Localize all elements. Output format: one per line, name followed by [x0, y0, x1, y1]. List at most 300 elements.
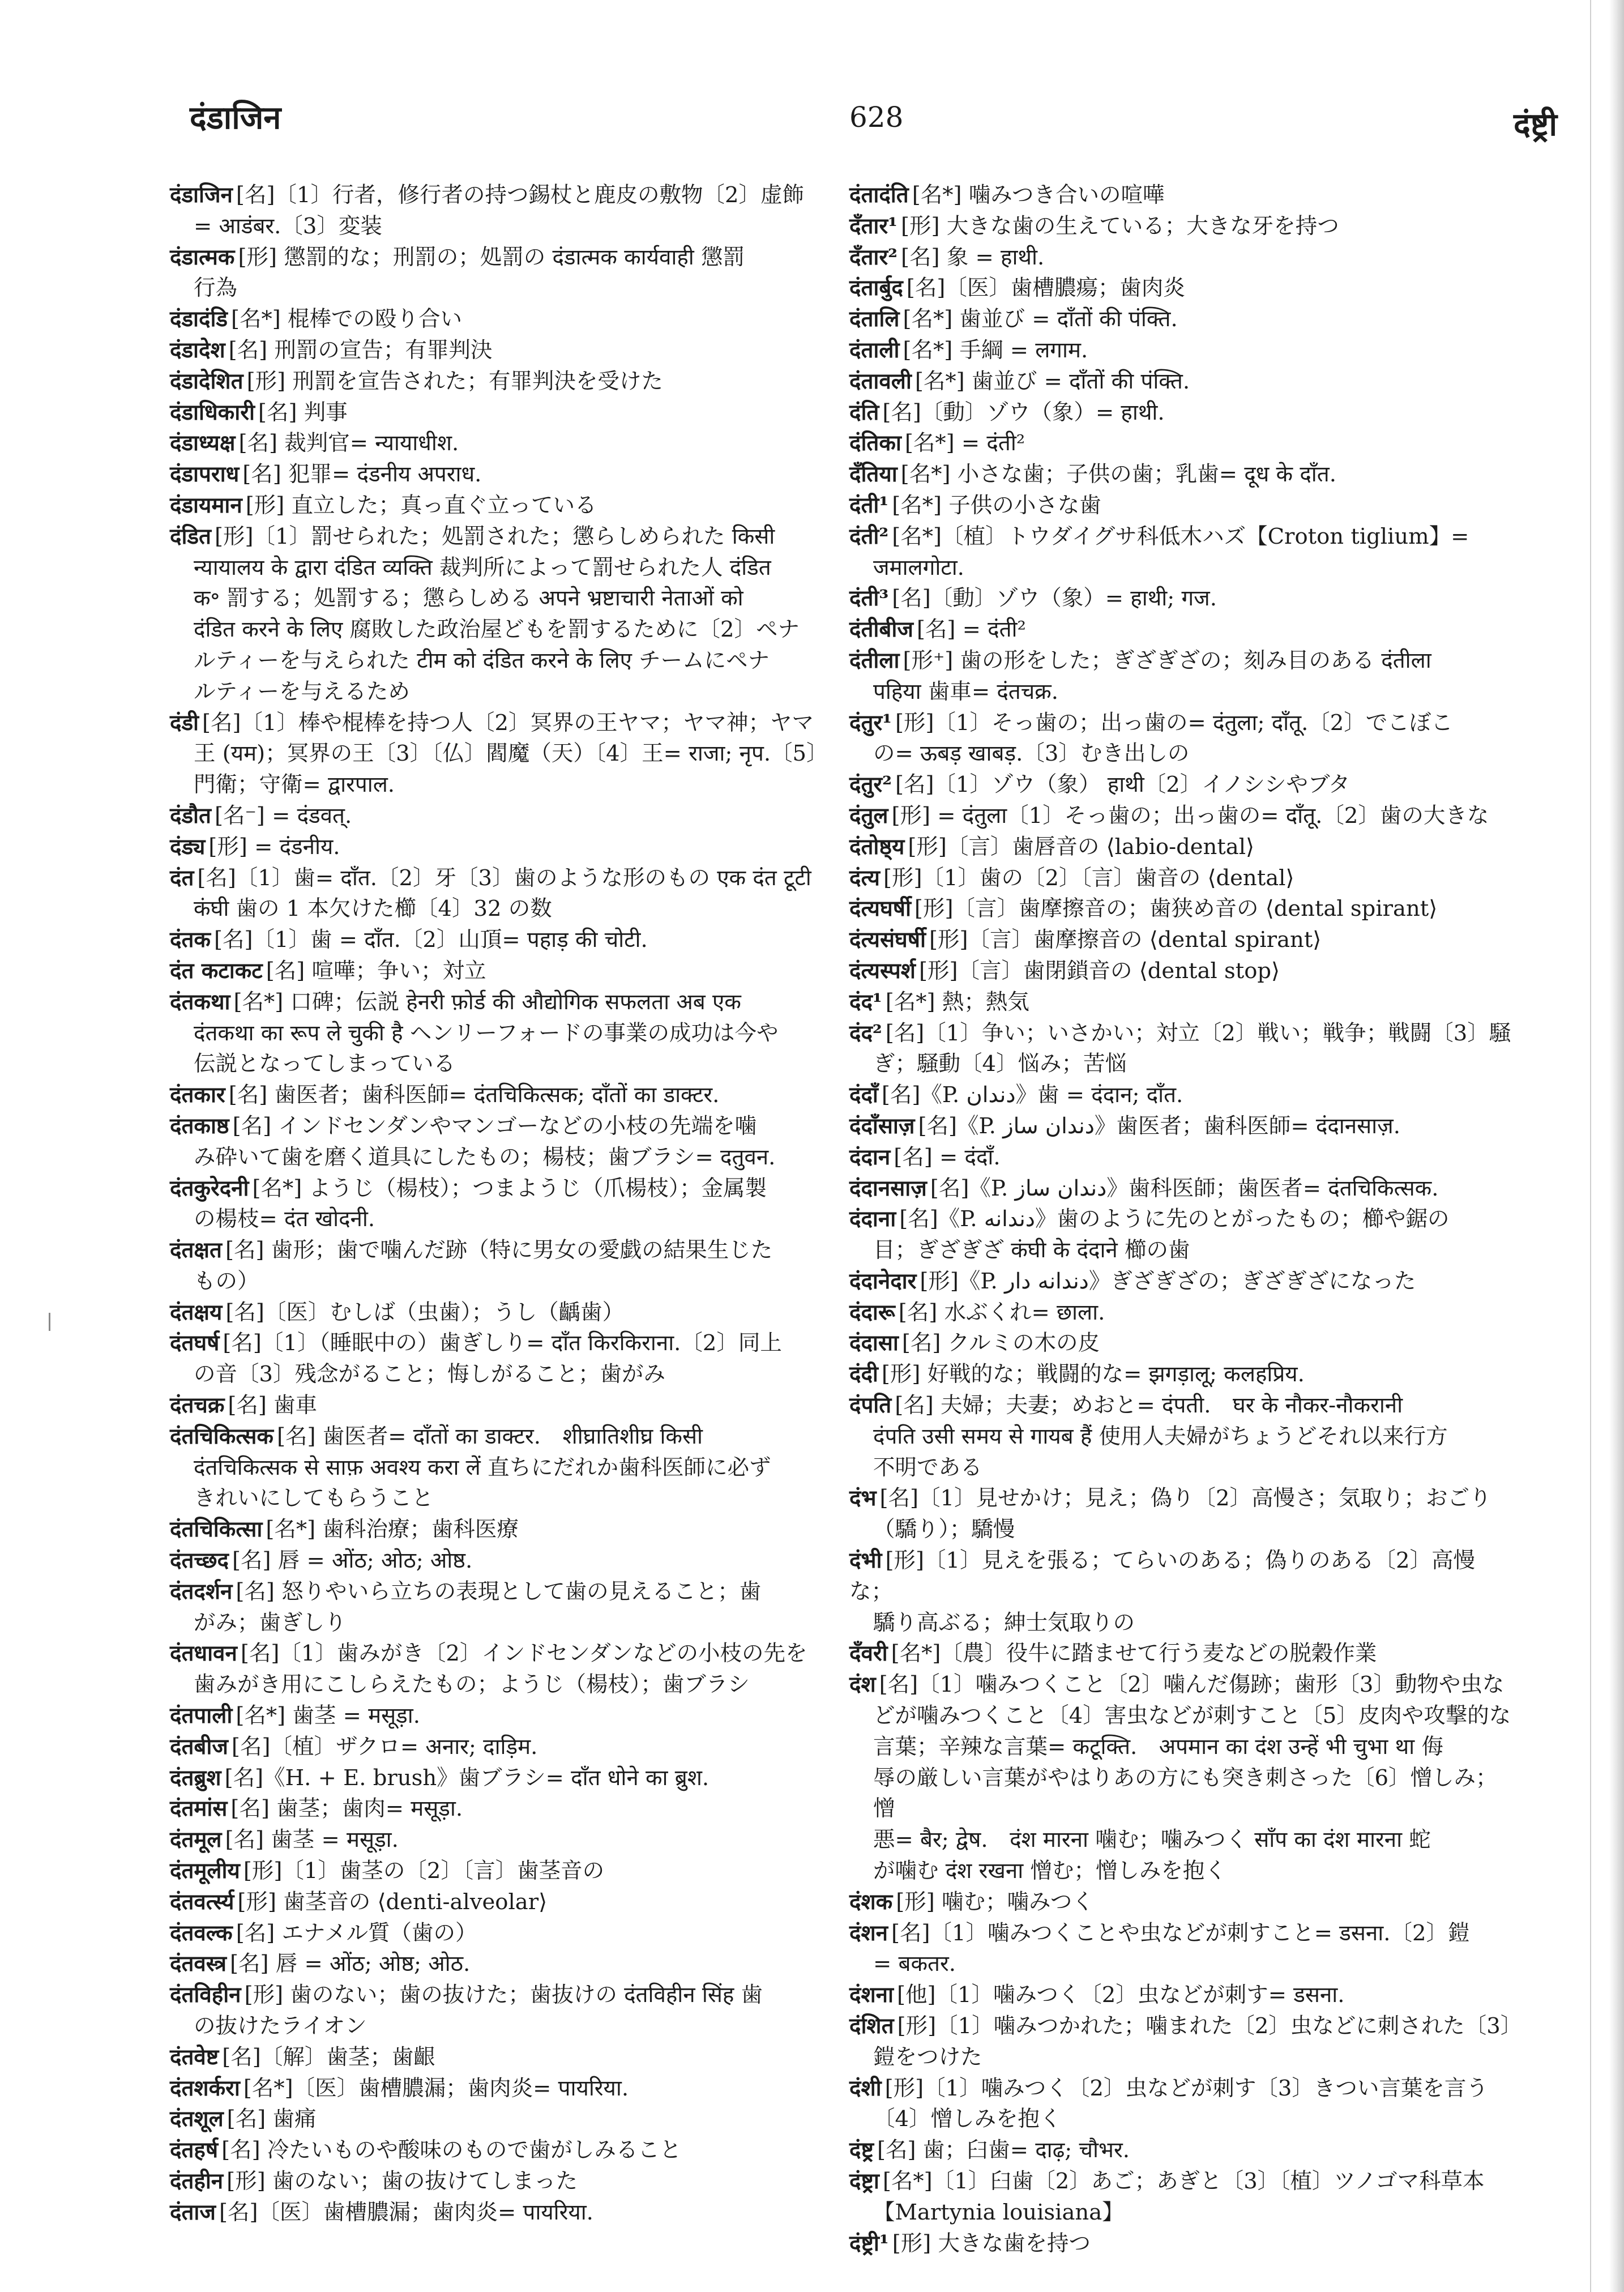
entry-definition: [形]《P. دندانه دار》ぎざぎざの；ぎざぎざになった [920, 1268, 1416, 1294]
dictionary-entry [170, 1111, 832, 1173]
entry-headword: दंडादंडि [170, 306, 228, 332]
dictionary-entry [849, 614, 1512, 646]
dictionary-entry [849, 1173, 1512, 1205]
entry-definition: [名*] = दंती² [904, 430, 1025, 456]
dictionary-entry [849, 1204, 1512, 1266]
dictionary-entry [170, 1577, 832, 1639]
dictionary-entry [849, 956, 1512, 987]
entry-continuation: 歯みがき用にこしらえたもの；ようじ（楊枝）；歯ブラシ [194, 1672, 750, 1698]
entry-headword: दंतमूल [170, 1827, 222, 1853]
entry-headword: दंतशूल [170, 2106, 224, 2132]
entry-continuation: दंतचिकित्सक से साफ़ अवश्य करा लें 直ちにだれか歯科医師に必ず [194, 1454, 771, 1480]
entry-headword: दंडाजिन [170, 182, 233, 208]
entry-headword: दंतुर¹ [849, 710, 892, 736]
entry-headword: दंतमांस [170, 1796, 228, 1822]
entry-definition: [形] 歯のない；歯の抜けた；歯抜けの दंतविहीन सिंह 歯 [244, 1982, 763, 2008]
entry-definition: [形] 懲罰的な；刑罰の；処罰の दंडात्मक कार्यवाही 懲罰 [238, 244, 745, 270]
dictionary-entry [849, 180, 1512, 211]
entry-headword: दंतच्छद [170, 1548, 229, 1574]
dictionary-entry [170, 2166, 832, 2197]
entry-definition: [名]〔1〕行者，修行者の持つ錫杖と鹿皮の敷物〔2〕虚飾 [236, 182, 804, 208]
entry-continuation: 驕り高ぶる；紳士気取りの [873, 1610, 1135, 1636]
entry-definition: [名] 夫婦；夫妻；めおと= दंपती. घर के नौकर-नौकरानी [895, 1393, 1403, 1419]
entry-headword: दंष्ट्री¹ [849, 2230, 889, 2256]
dictionary-entry [170, 335, 832, 366]
dictionary-entry [170, 1638, 832, 1701]
entry-headword: दंडादेश [170, 337, 225, 363]
entry-definition: [名]〔解〕歯茎；歯齦 [222, 2044, 435, 2070]
entry-definition: [形]〔言〕歯閉鎖音の ⟨dental stop⟩ [918, 958, 1280, 984]
entry-headword: दंतकार [170, 1082, 225, 1108]
entry-continuation: ルティーを与えるため [194, 678, 410, 705]
entry-definition: [名] 唇 = ओंठ; ओठ; ओष्ठ. [232, 1548, 473, 1574]
dictionary-entry [170, 1422, 832, 1514]
dictionary-entry [170, 1732, 832, 1763]
dictionary-entry [170, 459, 832, 490]
dictionary-entry [849, 863, 1512, 894]
dictionary-entry [849, 1328, 1512, 1359]
entry-headword: दंदानेदार [849, 1268, 917, 1294]
dictionary-entry [170, 1887, 832, 1918]
entry-definition: [名]〔医〕むしば（虫歯）；うし（齲歯） [225, 1299, 625, 1325]
entry-definition: [名] 歯茎；歯肉= मसूड़ा. [230, 1796, 463, 1822]
entry-headword: दंष्ट्र [849, 2137, 874, 2163]
dictionary-entry [849, 1142, 1512, 1173]
entry-definition: [形]〔1〕見えを張る；てらいのある；偽りのある〔2〕高慢な； [849, 1548, 1476, 1604]
dictionary-entry [849, 1483, 1512, 1546]
entry-continuation: が噛む दंश रखना 憎む；憎しみを抱く [873, 1858, 1226, 1884]
dictionary-entry [170, 1546, 832, 1577]
page-edge-shadow [1609, 0, 1624, 2292]
dictionary-entry [849, 366, 1512, 398]
entry-headword: दँतार² [849, 244, 898, 270]
entry-headword: दंतक्षत [170, 1237, 222, 1264]
entry-continuation: がみ；歯ぎしり [194, 1610, 347, 1636]
dictionary-entry [170, 180, 832, 242]
entry-continuation: 〔4〕憎しみを抱く [873, 2106, 1062, 2132]
dictionary-entry [849, 2011, 1523, 2073]
dictionary-entry [170, 2197, 832, 2229]
dictionary-entry [849, 770, 1512, 801]
dictionary-entry [849, 1887, 1512, 1918]
entry-definition: [形]〔言〕歯唇音の ⟨labio-dental⟩ [908, 834, 1255, 860]
entry-headword: दंतवल्क [170, 1920, 233, 1946]
entry-continuation: の楊枝= दंत खोदनी. [194, 1206, 375, 1232]
dictionary-entry [849, 1297, 1512, 1329]
entry-headword: दंडौत [170, 803, 211, 829]
entry-headword: दंतक्षय [170, 1299, 223, 1325]
entry-headword: दँतिया [849, 462, 898, 488]
entry-definition: [名] 歯医者；歯科医師= दंतचिकित्सक; दाँतों का डाक्टर. [228, 1082, 720, 1108]
dictionary-entry [849, 211, 1512, 242]
entry-headword: दंतधावन [170, 1641, 237, 1667]
entry-definition: [名*] 歯科治療；歯科医療 [266, 1517, 519, 1543]
entry-headword: दंत [170, 865, 194, 891]
dictionary-entry [170, 1390, 832, 1422]
entry-continuation: どが噛みつくこと〔4〕害虫などが刺すこと〔5〕皮肉や攻撃的な [873, 1703, 1511, 1729]
entry-continuation: きれいにしてもらうこと [194, 1486, 434, 1512]
entry-definition: [名]〔1〕歯みがき〔2〕インドセンダンなどの小枝の先を [240, 1641, 807, 1667]
entry-headword: दंतघर्ष [170, 1330, 220, 1356]
entry-headword: दंताली [849, 337, 900, 363]
entry-definition: [名] クルミの木の皮 [901, 1330, 1100, 1356]
entry-headword: दंतवेष्ट [170, 2044, 219, 2070]
dictionary-entry [849, 832, 1512, 863]
entry-definition: [名] 歯車 [228, 1393, 318, 1419]
entry-headword: दंताज [170, 2199, 216, 2225]
dictionary-entry [849, 987, 1512, 1018]
dictionary-entry [849, 242, 1512, 274]
entry-definition: [形]〔1〕噛みつかれた；噛まれた〔2〕虫などに刺された〔3〕 [897, 2013, 1523, 2039]
entry-definition: [形] 大きな歯を持つ [892, 2230, 1091, 2256]
entry-headword: दंशी [849, 2075, 882, 2101]
entry-continuation: 不明である [873, 1454, 982, 1480]
margin-mark [49, 1313, 50, 1331]
entry-definition: [形]〔言〕歯摩擦音の ⟨dental spirant⟩ [929, 927, 1322, 953]
entry-definition: [形]〔1〕罰せられた；処罰された；懲らしめられた किसी [214, 523, 775, 549]
entry-continuation: もの） [194, 1268, 259, 1294]
entry-headword: दंडादेशित [170, 368, 243, 394]
entry-definition: [形]〔言〕歯摩擦音の；歯狭め音の ⟨dental spirant⟩ [914, 896, 1438, 922]
entry-definition: [名]〔動〕ゾウ（象）= हाथी; गज. [892, 586, 1217, 612]
left-column [170, 180, 832, 2229]
entry-definition: [名] 冷たいものや酸味のもので歯がしみること [221, 2137, 682, 2163]
dictionary-entry [849, 925, 1512, 956]
entry-definition: [形]〔1〕歯茎の〔2〕〔言〕歯茎音の [243, 1858, 605, 1884]
entry-definition: [名*]〔1〕臼歯〔2〕あご；あぎと〔3〕〔植〕ツノゴマ科草本 [882, 2169, 1485, 2194]
entry-headword: दंतकुरेदनी [170, 1175, 249, 1201]
entry-headword: दंतचक्र [170, 1393, 225, 1419]
entry-headword: दंदाना [849, 1206, 896, 1232]
dictionary-entry [849, 1638, 1512, 1670]
entry-definition: [名⁻] = दंडवत्. [214, 803, 352, 829]
entry-headword: दंत्यसंघर्षी [849, 927, 926, 953]
entry-continuation: पहिया 歯車= दंतचक्र. [873, 678, 1058, 705]
dictionary-entry [849, 459, 1512, 490]
dictionary-entry [849, 2135, 1512, 2166]
entry-headword: दंत्यस्पर्श [849, 958, 916, 984]
entry-continuation: 鎧をつけた [873, 2044, 982, 2070]
page-edge-line [1590, 0, 1591, 2292]
entry-definition: [名] 水ぶくれ= छाला. [898, 1299, 1105, 1325]
dictionary-entry [170, 832, 832, 863]
entry-headword: दंतदर्शन [170, 1578, 233, 1604]
entry-headword: दंती³ [849, 586, 889, 612]
dictionary-entry [849, 708, 1512, 770]
entry-definition: [名] 歯形；歯で噛んだ跡（特に男女の愛戯の結果生じた [225, 1237, 773, 1264]
entry-headword: दंतुल [849, 803, 888, 829]
entry-definition: [名] 歯痛 [226, 2106, 317, 2132]
dictionary-entry [849, 646, 1512, 708]
entry-definition: [名] 刑罰の宣告；有罪判決 [228, 337, 493, 363]
dictionary-entry [170, 242, 832, 305]
entry-headword: दंतपाली [170, 1703, 233, 1729]
entry-definition: [名]〔1〕争い；いさかい；対立〔2〕戦い；戦争；戦闘〔3〕騒 [885, 1020, 1511, 1046]
dictionary-entry [170, 1763, 832, 1794]
entry-definition: [形] 刑罰を宣告された；有罪判決を受けた [246, 368, 663, 394]
left-guide-word: दंडाजिन [190, 99, 281, 136]
entry-headword: दंशना [849, 1982, 894, 2008]
right-guide-word: दंष्ट्री [1514, 106, 1557, 143]
dictionary-entry [849, 1080, 1512, 1111]
entry-headword: दंतमूलीय [170, 1858, 240, 1884]
dictionary-entry [849, 2229, 1512, 2260]
dictionary-entry [170, 1328, 832, 1390]
entry-definition: [名]《P. دندان ساز》歯科医師；歯医者= दंतचिकित्सक. [930, 1175, 1439, 1201]
entry-continuation: 【Martynia louisiana】 [873, 2199, 1124, 2225]
entry-headword: दंडायमान [170, 492, 242, 518]
dictionary-entry [170, 1949, 832, 1980]
entry-headword: दंदारू [849, 1299, 895, 1325]
entry-headword: दंतहीन [170, 2169, 224, 2194]
entry-continuation: दंडित करने के लिए 腐敗した政治屋どもを罰するために〔2〕ペナ [194, 617, 800, 643]
entry-continuation: の= ऊबड़ खाबड़.〔3〕むき出しの [873, 741, 1190, 767]
dictionary-entry [849, 398, 1512, 429]
entry-definition: [形]〔1〕歯の〔2〕〔言〕歯音の ⟨dental⟩ [883, 865, 1294, 891]
dictionary-entry [849, 1111, 1512, 1142]
entry-definition: [名]《H. + E. brush》歯ブラシ= दाँत धोने का ब्रुश. [224, 1765, 710, 1791]
entry-headword: दंतवर्त्स्य [170, 1889, 234, 1915]
entry-definition: [名*]〔植〕トウダイグサ科低木ハズ【Croton tiglium】= [892, 523, 1469, 549]
entry-definition: [形]〔1〕そっ歯の；出っ歯の= दंतुला; दाँतू.〔2〕でこぼこ [895, 710, 1453, 736]
entry-headword: दंत्य [849, 865, 880, 891]
entry-headword: दँतार¹ [849, 213, 898, 239]
entry-definition: [名*] 熱；熱気 [885, 989, 1029, 1015]
entry-definition: [名*] 噛みつき合いの喧嘩 [912, 182, 1165, 208]
entry-definition: [形] 好戦的な；戦闘的な= झगड़ालू; कलहप्रिय. [881, 1361, 1305, 1388]
entry-headword: दंतोष्ठ्य [849, 834, 905, 860]
dictionary-entry [170, 1297, 832, 1329]
dictionary-entry [170, 1825, 832, 1856]
entry-headword: दंतकथा [170, 989, 230, 1015]
entry-continuation: （驕り）；驕慢 [873, 1517, 1015, 1543]
entry-headword: दंति [849, 399, 879, 425]
entry-definition: [名*] 子供の小さな歯 [892, 492, 1101, 518]
dictionary-entry [170, 2042, 832, 2073]
dictionary-entry [170, 925, 832, 956]
entry-headword: दंडाध्यक्ष [170, 430, 236, 456]
dictionary-entry [170, 1918, 832, 1949]
entry-headword: दंदी [849, 1361, 878, 1388]
dictionary-entry [849, 2073, 1512, 2136]
entry-definition: [名*]〔農〕役牛に踏ませて行う麦などの脱穀作業 [891, 1641, 1377, 1667]
entry-headword: दंतादंति [849, 182, 909, 208]
entry-continuation: 王 (यम)；冥界の王〔3〕〔仏〕閻魔（天）〔4〕王= राजा; नृप.〔5〕 [194, 741, 828, 767]
entry-headword: दंती¹ [849, 492, 889, 518]
entry-headword: दंशन [849, 1920, 888, 1946]
entry-definition: [形] 歯茎音の ⟨denti-alveolar⟩ [237, 1889, 548, 1915]
entry-headword: दंपति [849, 1393, 892, 1419]
dictionary-entry [849, 1980, 1512, 2011]
page-header [170, 85, 1557, 147]
entry-headword: दंडी [170, 710, 199, 736]
entry-definition: [名*] ようじ（楊枝）；つまようじ（爪楊枝）；金属製 [252, 1175, 767, 1201]
dictionary-entry [170, 2073, 832, 2105]
entry-headword: दंद¹ [849, 989, 882, 1015]
entry-headword: दंशक [849, 1889, 893, 1915]
dictionary-entry [849, 2166, 1512, 2229]
entry-definition: [名] 喧嘩；争い；対立 [266, 958, 486, 984]
entry-headword: दंदान [849, 1144, 891, 1170]
entry-headword: दंतार्बुद [849, 275, 903, 301]
entry-definition: [名]〔1〕歯= दाँत.〔2〕牙〔3〕歯のような形のもの एक दंत टूटी [197, 865, 811, 891]
dictionary-entry [170, 1701, 832, 1732]
dictionary-entry [849, 801, 1512, 832]
entry-definition: [名] 裁判官= न्यायाधीश. [238, 430, 459, 456]
entry-definition: [形] = दंतुला〔1〕そっ歯の；出っ歯の= दाँतू.〔2〕歯の大きな [891, 803, 1489, 829]
dictionary-entry [170, 1514, 832, 1546]
entry-definition: [名] 唇 = ओंठ; ओष्ठ; ओठ. [230, 1951, 471, 1977]
dictionary-entry [849, 522, 1512, 584]
entry-continuation: न्यायालय के द्वारा दंडित व्यक्ति 裁判所によって罰せられた人 दंडित [194, 554, 771, 581]
entry-definition: [名]〔1〕見せかけ；見え；偽り〔2〕高慢さ；気取り；おごり [879, 1486, 1491, 1512]
entry-continuation: ルティーを与えられた टीम को दंडित करने के लिए チームにペナ [194, 647, 770, 673]
entry-headword: दंतालि [849, 306, 900, 332]
entry-headword: दंती² [849, 523, 889, 549]
entry-definition: [名] エナメル質（歯の） [236, 1920, 477, 1946]
dictionary-entry [849, 1390, 1512, 1483]
entry-continuation: ぎ；騒動〔4〕悩み；苦悩 [873, 1051, 1127, 1077]
entry-definition: [名]《P. دندان》歯 = दंदान; दाँत. [881, 1082, 1183, 1108]
entry-definition: [名*]〔医〕歯槽膿漏；歯肉炎= पायरिया. [243, 2075, 629, 2101]
entry-definition: [名*] 棍棒での殴り合い [231, 306, 463, 332]
entry-definition: [名] 象 = हाथी. [900, 244, 1045, 270]
entry-definition: [形] 直立した；真っ直ぐ立っている [245, 492, 597, 518]
entry-definition: [形] = दंडनीय. [208, 834, 340, 860]
dictionary-entry [170, 398, 832, 429]
dictionary-entry [170, 522, 832, 708]
entry-definition: [名]〔植〕ザクロ= अनार; दाड़िम. [231, 1734, 538, 1760]
dictionary-entry [849, 273, 1512, 304]
entry-headword: दंडित [170, 523, 211, 549]
entry-headword: दंतिका [849, 430, 901, 456]
dictionary-entry [170, 987, 832, 1080]
entry-continuation: 伝説となってしまっている [194, 1051, 456, 1077]
entry-definition: [名*] 歯並び = दाँतों की पंक्ति. [903, 306, 1178, 332]
entry-headword: दंडाधिकारी [170, 399, 255, 425]
dictionary-entry [170, 956, 832, 987]
entry-headword: दंश [849, 1672, 876, 1698]
entry-continuation: 言葉；辛辣な言葉= कटूक्ति. अपमान का दंश उन्हें भी चुभा था 侮 [873, 1734, 1443, 1760]
entry-continuation: 門衛；守衛= द्वारपाल. [194, 772, 395, 798]
dictionary-entry [849, 1266, 1512, 1297]
dictionary-entry [170, 304, 832, 335]
entry-headword: दंशित [849, 2013, 894, 2039]
entry-headword: दंद² [849, 1020, 882, 1046]
entry-definition: [形⁺] 歯の形をした；ぎざぎざの；刻み目のある दंतीला [903, 647, 1431, 673]
dictionary-entry [849, 1670, 1512, 1887]
entry-headword: दंतचिकित्सक [170, 1423, 273, 1449]
entry-definition: [名]〔医〕歯槽膿漏；歯肉炎= पायरिया. [219, 2199, 593, 2225]
dictionary-entry [170, 708, 832, 801]
entry-definition: [形] 大きな歯の生えている；大きな牙を持つ [900, 213, 1339, 239]
entry-headword: दंड्य [170, 834, 206, 860]
entry-headword: दंदानसाज़ [849, 1175, 927, 1201]
entry-headword: दंतहर्ष [170, 2137, 219, 2163]
entry-continuation: 悪= बैर; द्वेष. दंश मारना 噛む；噛みつく साँप का दंश मारना 蛇 [873, 1827, 1431, 1853]
dictionary-entry [170, 2104, 832, 2135]
entry-definition: [名] = दंती² [916, 617, 1026, 643]
entry-definition: [名] = दंदाँ. [894, 1144, 1001, 1170]
entry-definition: [名] 歯医者= दाँतों का डाक्टर. शीघ्रातिशीघ्र किसी [276, 1423, 703, 1449]
entry-definition: [名]〔1〕（睡眠中の）歯ぎしり= दाँत किरकिराना.〔2〕同上 [223, 1330, 782, 1356]
entry-definition: [名]〔1〕ゾウ（象） हाथी〔2〕イノシシやブタ [895, 772, 1351, 798]
page-number: 628 [849, 101, 904, 134]
entry-headword: दंतविहीन [170, 1982, 241, 2008]
entry-definition: [名] 犯罪= दंडनीय अपराध. [242, 462, 482, 488]
entry-headword: दंदाँसाज़ [849, 1113, 915, 1139]
entry-definition: [形] 噛む；噛みつく [896, 1889, 1094, 1915]
dictionary-entry [849, 490, 1512, 522]
right-column [849, 180, 1523, 2259]
entry-definition: [形] 歯のない；歯の抜けてしまった [226, 2169, 578, 2194]
dictionary-entry [170, 1173, 832, 1236]
entry-headword: दंदासा [849, 1330, 899, 1356]
entry-definition: [名*] 歯茎 = मसूड़ा. [236, 1703, 420, 1729]
entry-headword: दंतब्रुश [170, 1765, 221, 1791]
entry-definition: [名]〔1〕噛みつくこと〔2〕噛んだ傷跡；歯形〔3〕動物や虫な [879, 1672, 1505, 1698]
entry-headword: दंभ [849, 1486, 877, 1512]
dictionary-entry [849, 583, 1512, 614]
entry-headword: दंभी [849, 1548, 882, 1574]
dictionary-entry [170, 428, 832, 459]
entry-headword: दंतक [170, 927, 211, 953]
dictionary-entry [849, 304, 1512, 335]
entry-definition: [名] 歯；臼歯= दाढ़; चौभर. [877, 2137, 1130, 2163]
entry-definition: [名] インドセンダンやマンゴーなどの小枝の先端を噛 [232, 1113, 757, 1139]
entry-continuation: = बकतर. [873, 1951, 956, 1977]
entry-headword: दंडापराध [170, 462, 240, 488]
dictionary-entry [170, 1235, 832, 1297]
dictionary-entry [170, 490, 832, 522]
entry-continuation: क॰ 罰する；処罰する；懲らしめる अपने भ्रष्टाचारी नेताओं को [194, 586, 743, 612]
entry-continuation: दंतकथा का रूप ले चुकी है ヘンリーフォードの事業の成功は今や [194, 1020, 779, 1046]
dictionary-entry [849, 335, 1512, 366]
entry-continuation: の音〔3〕残念がること；悔しがること；歯がみ [194, 1361, 665, 1388]
entry-definition: [名] 判事 [258, 399, 348, 425]
entry-headword: दंदाँ [849, 1082, 878, 1108]
entry-continuation: जमालगोटा. [873, 554, 964, 581]
entry-definition: [名*] 小さな歯；子供の歯；乳歯= दूध के दाँत. [900, 462, 1336, 488]
entry-continuation: कंघी 歯の 1 本欠けた櫛〔4〕32 の数 [194, 896, 552, 922]
entry-definition: [名*] 口碑；伝説 हेनरी फ़ोर्ड की औद्योगिक सफलता अब एक [233, 989, 741, 1015]
dictionary-entry [170, 1794, 832, 1825]
entry-continuation: = आडंबर.〔3〕変装 [194, 213, 382, 239]
dictionary-entry [170, 801, 832, 832]
entry-headword: दंडात्मक [170, 244, 235, 270]
entry-definition: [名]《P. دندانه》歯のように先のとがったもの；櫛や鋸の [899, 1206, 1450, 1232]
entry-definition: [名*] 手綱 = लगाम. [903, 337, 1088, 363]
entry-headword: दंतशर्करा [170, 2075, 240, 2101]
entry-continuation: 目；ぎざぎざ कंघी के दंदाने 櫛の歯 [873, 1237, 1190, 1264]
dictionary-entry [170, 863, 832, 925]
entry-continuation: の抜けたライオン [194, 2013, 367, 2039]
entry-headword: दंत कटाकट [170, 958, 263, 984]
entry-continuation: 辱の厳しい言葉がやはりあの方にも突き刺さった〔6〕憎しみ；憎 [873, 1765, 1498, 1822]
entry-headword: दंतबीज [170, 1734, 228, 1760]
dictionary-entry [170, 1980, 832, 2042]
dictionary-entry [849, 894, 1512, 925]
entry-continuation: 行為 [194, 275, 238, 301]
dictionary-entry [170, 2135, 832, 2166]
entry-definition: [他]〔1〕噛みつく〔2〕虫などが刺す= डसना. [896, 1982, 1345, 2008]
entry-headword: दंतवस्त्र [170, 1951, 227, 1977]
entry-headword: दँवरी [849, 1641, 888, 1667]
dictionary-entry [849, 1546, 1512, 1638]
entry-definition: [名]〔動〕ゾウ（象）= हाथी. [882, 399, 1165, 425]
entry-headword: दंतीबीज [849, 617, 913, 643]
entry-headword: दंष्ट्रा [849, 2169, 879, 2194]
